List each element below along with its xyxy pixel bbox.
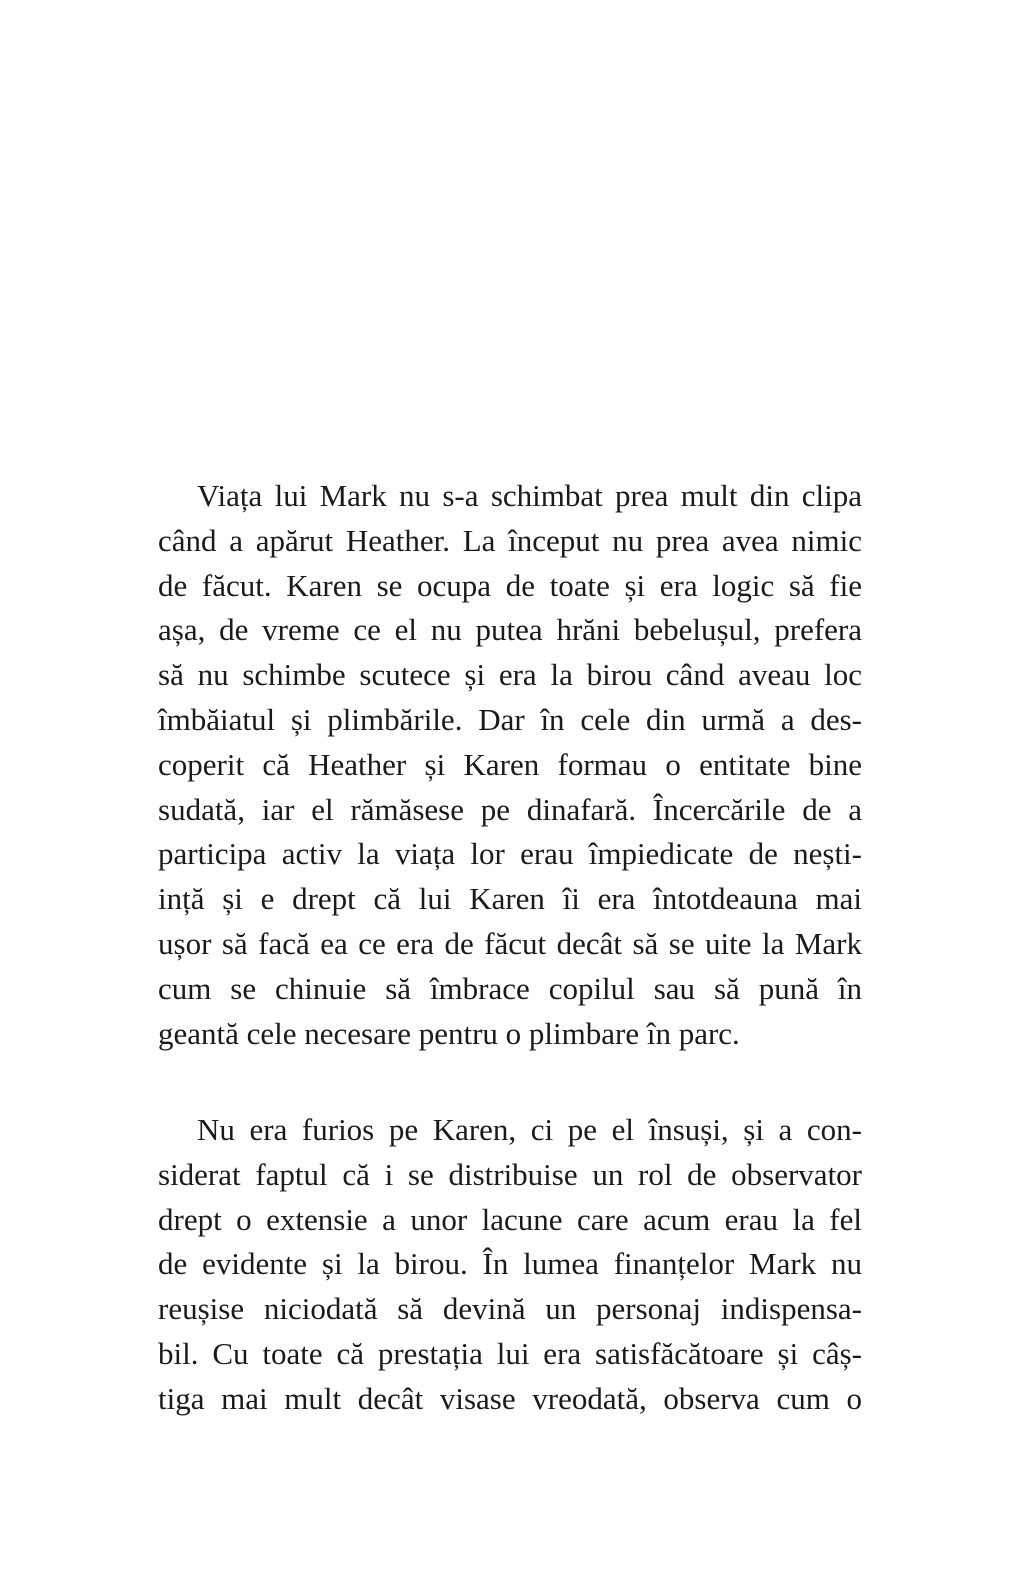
text-line: să nu schimbe scutece și era la birou când aveau loc (158, 657, 862, 693)
text-line: coperit că Heather și Karen formau o entitate bine (158, 746, 862, 782)
text-line: ință și e drept că lui Karen îi era întotdeauna mai (158, 881, 862, 917)
text-line: de evidente și la birou. În lumea finanțelor Mark nu (158, 1246, 862, 1282)
text-line: geantă cele necesare pentru o plimbare în parc. (158, 1015, 740, 1051)
text-line: reușise niciodată să devină un personaj indispensa- (158, 1291, 862, 1327)
paragraph-1 (158, 474, 862, 1056)
text-line: ușor să facă ea ce era de făcut decât să se uite la Mark (158, 925, 862, 961)
text-line: Viața lui Mark nu s-a schimbat prea mult din clipa (197, 478, 862, 513)
text-line: sudată, iar el rămăsese pe dinafară. Încercările de a (158, 791, 862, 827)
text-line: îmbăiatul și plimbările. Dar în cele din urmă a des- (158, 701, 862, 737)
text-line: cum se chinuie să îmbrace copilul sau să pună în (158, 970, 862, 1006)
text-line: bil. Cu toate că prestația lui era satisfăcătoare și câș- (158, 1335, 862, 1371)
text-line: participa activ la viața lor erau împiedicate de nești- (158, 836, 862, 872)
paragraph-2 (158, 1108, 862, 1422)
text-line: de făcut. Karen se ocupa de toate și era logic să fie (158, 567, 862, 603)
text-line: când a apărut Heather. La început nu prea avea nimic (158, 522, 862, 558)
text-line: tiga mai mult decât visase vreodată, observa cum o (158, 1380, 862, 1416)
text-line: drept o extensie a unor lacune care acum erau la fel (158, 1201, 862, 1237)
text-line: așa, de vreme ce el nu putea hrăni bebelușul, prefera (158, 612, 862, 648)
text-line: Nu era furios pe Karen, ci pe el însuși, și a con- (197, 1112, 862, 1147)
text-line: siderat faptul că i se distribuise un rol de observator (158, 1156, 862, 1192)
